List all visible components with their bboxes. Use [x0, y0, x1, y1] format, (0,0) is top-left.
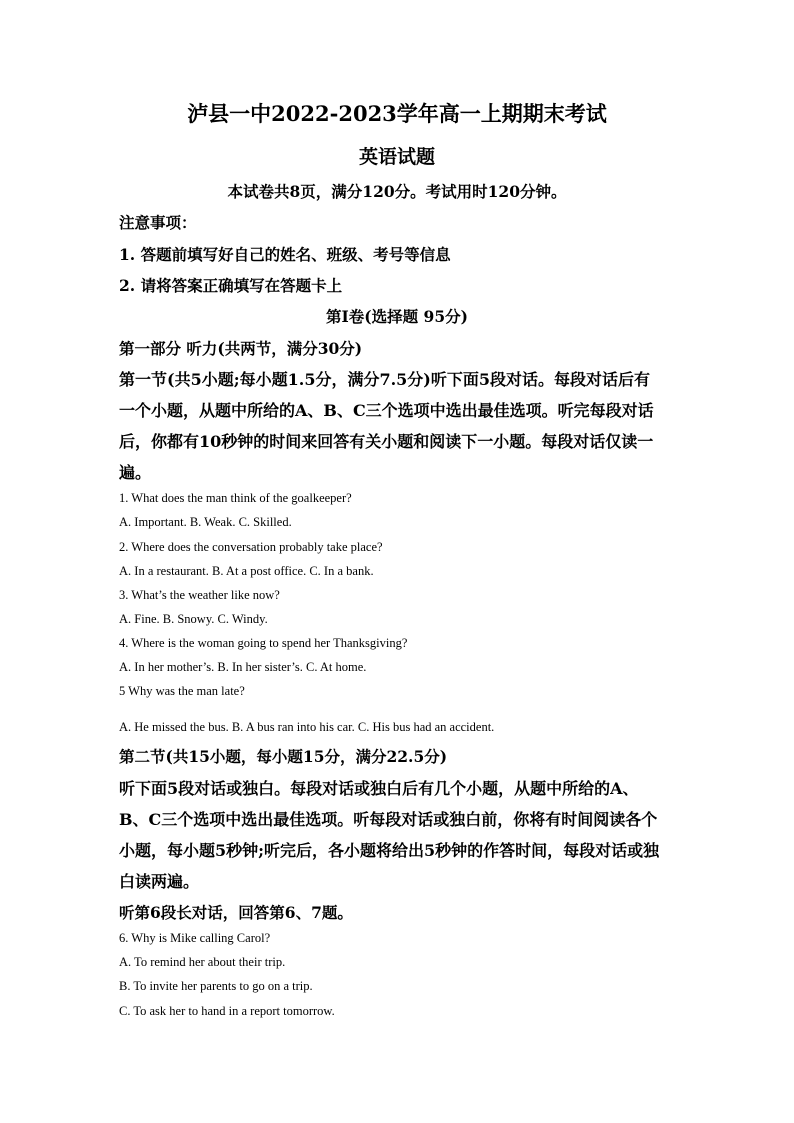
- question-options: A. In her mother’s. B. In her sister’s. C. At home.: [119, 660, 367, 674]
- question-option: A. To remind her about their trip.: [119, 955, 286, 969]
- question-text: 4. Where is the woman going to spend her Thanksgiving?: [119, 636, 408, 650]
- question-text: 2. Where does the conversation probably take place?: [119, 540, 383, 554]
- dialog6-heading: 听第6段长对话，回答第6、7题。: [119, 903, 353, 922]
- section2-heading: 第二节(共15小题，每小题15分，满分22.5分): [119, 747, 448, 766]
- question-options: A. Fine. B. Snowy. C. Windy.: [119, 612, 268, 626]
- question-options: A. He missed the bus. B. A bus ran into his car. C. His bus had an accident.: [119, 720, 495, 734]
- section2-text: 听下面5段对话或独白。每段对话或独白后有几个小题，从题中所给的A、: [119, 779, 639, 798]
- question-option: B. To invite her parents to go on a trip.: [119, 979, 313, 993]
- notice-item: 1. 答题前填写好自己的姓名、班级、考号等信息: [119, 245, 451, 264]
- question-options: A. Important. B. Weak. C. Skilled.: [119, 515, 292, 529]
- question-text: 1. What does the man think of the goalkeeper?: [119, 491, 352, 505]
- section1-text: 遍。: [119, 463, 152, 482]
- notice-heading: 注意事项：: [119, 213, 197, 232]
- exam-title: 泸县一中2022-2023学年高一上期期末考试: [187, 101, 607, 126]
- volume-heading: 第I卷(选择题 95分): [326, 307, 468, 326]
- question-option: C. To ask her to hand in a report tomorrow.: [119, 1004, 335, 1018]
- question-text: 3. What’s the weather like now?: [119, 588, 280, 602]
- section2-text: B、C三个选项中选出最佳选项。听每段对话或独白前，你将有时间阅读各个: [119, 810, 658, 829]
- notice-item: 2. 请将答案正确填写在答题卡上: [119, 276, 343, 295]
- section2-text: 小题，每小题5秒钟;听完后，各小题将给出5秒钟的作答时间，每段对话或独: [119, 841, 660, 860]
- question-text: 5 Why was the man late?: [119, 684, 245, 698]
- question-text: 6. Why is Mike calling Carol?: [119, 931, 271, 945]
- section1-text: 第一节(共5小题;每小题1.5分，满分7.5分)听下面5段对话。每段对话后有: [119, 370, 650, 389]
- exam-subtitle: 英语试题: [358, 146, 435, 168]
- part1-heading: 第一部分 听力(共两节，满分30分): [119, 339, 363, 358]
- section1-text: 后，你都有10秒钟的时间来回答有关小题和阅读下一小题。每段对话仅读一: [119, 432, 654, 451]
- section2-text: 白读两遍。: [119, 872, 200, 891]
- question-options: A. In a restaurant. B. At a post office. C. In a bank.: [119, 564, 374, 578]
- section1-text: 一个小题，从题中所给的A、B、C三个选项中选出最佳选项。听完每段对话: [119, 401, 654, 420]
- exam-info: 本试卷共8页，满分120分。考试用时120分钟。: [227, 182, 567, 201]
